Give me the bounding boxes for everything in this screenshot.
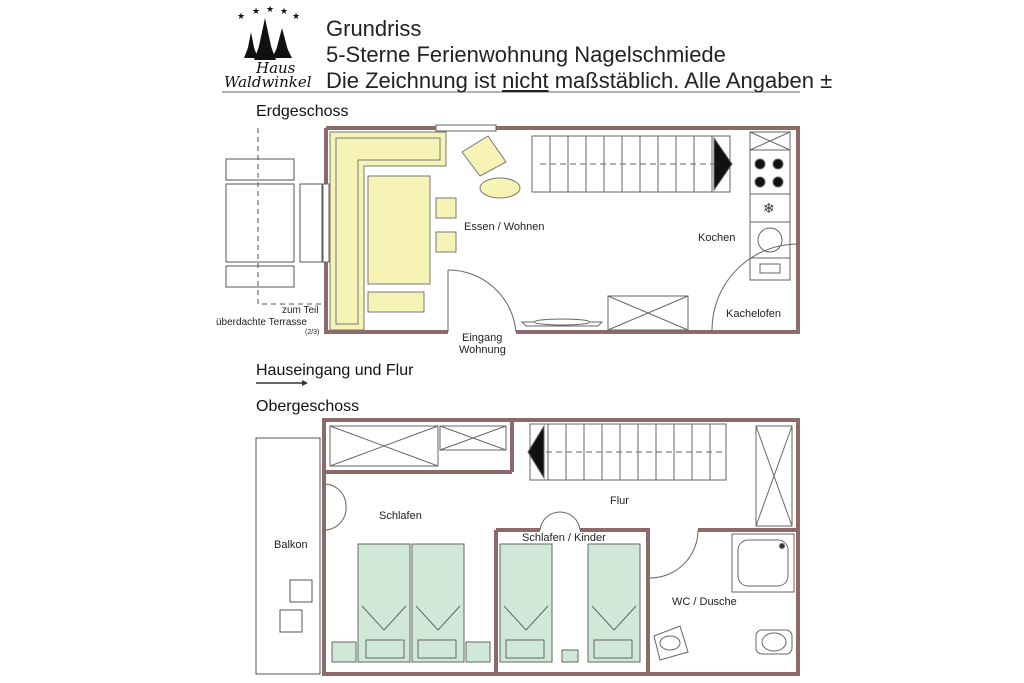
page-title: Grundriss bbox=[326, 16, 422, 41]
beds bbox=[332, 544, 640, 662]
kitchen-counter bbox=[750, 132, 790, 280]
label-living: Essen / Wohnen bbox=[464, 221, 545, 233]
scale-note bbox=[326, 68, 832, 94]
label-kids-room: Schlafen / Kinder bbox=[522, 532, 606, 544]
label-entrance-2: Wohnung bbox=[459, 344, 506, 356]
label-hall: Flur bbox=[610, 495, 629, 507]
arrow-right-icon bbox=[256, 380, 308, 386]
label-kitchen: Kochen bbox=[698, 232, 736, 244]
logo-text-line1: Haus bbox=[256, 59, 296, 77]
label-entrance-1: Eingang bbox=[462, 332, 503, 344]
svg-text:★: ★ bbox=[266, 4, 275, 14]
label-stove: Kachelofen bbox=[726, 308, 782, 320]
label-terrace-2: überdachte Terrasse bbox=[216, 317, 307, 328]
entrance-door bbox=[448, 270, 516, 332]
svg-text:★: ★ bbox=[252, 6, 261, 16]
label-bathroom: WC / Dusche bbox=[672, 596, 737, 608]
window-ground-left bbox=[323, 184, 329, 262]
heading-ground-floor: Erdgeschoss bbox=[256, 103, 349, 120]
scale-note-end: maßstäblich. Alle Angaben ± bbox=[548, 68, 833, 93]
svg-text:❄: ❄ bbox=[763, 200, 775, 216]
svg-text:★: ★ bbox=[292, 11, 301, 21]
page-subtitle: 5-Sterne Ferienwohnung Nagelschmiede bbox=[326, 42, 726, 67]
balcony-chair bbox=[280, 610, 302, 632]
label-balcony: Balkon bbox=[274, 539, 308, 551]
label-terrace-fraction: (2/3) bbox=[305, 329, 320, 336]
logo-text-line2: Waldwinkel bbox=[224, 73, 312, 91]
scale-note-start: Die Zeichnung ist bbox=[326, 68, 503, 93]
svg-text:★: ★ bbox=[280, 6, 289, 16]
staircase-ground bbox=[532, 136, 732, 192]
window-ground-top bbox=[436, 125, 496, 131]
ground-bench bbox=[522, 296, 688, 330]
label-terrace-1: zum Teil bbox=[282, 305, 319, 316]
balcony bbox=[256, 438, 320, 674]
heading-upper-floor: Obergeschoss bbox=[256, 398, 360, 415]
heading-entrance-hall: Hauseingang und Flur bbox=[256, 362, 414, 379]
label-bedroom: Schlafen bbox=[379, 510, 422, 522]
staircase-upper bbox=[528, 424, 726, 480]
logo-trees-icon bbox=[237, 4, 300, 60]
balcony-chair bbox=[290, 580, 312, 602]
svg-text:★: ★ bbox=[237, 11, 246, 21]
terrace bbox=[226, 128, 322, 304]
scale-note-emphasis: nicht bbox=[502, 68, 549, 93]
